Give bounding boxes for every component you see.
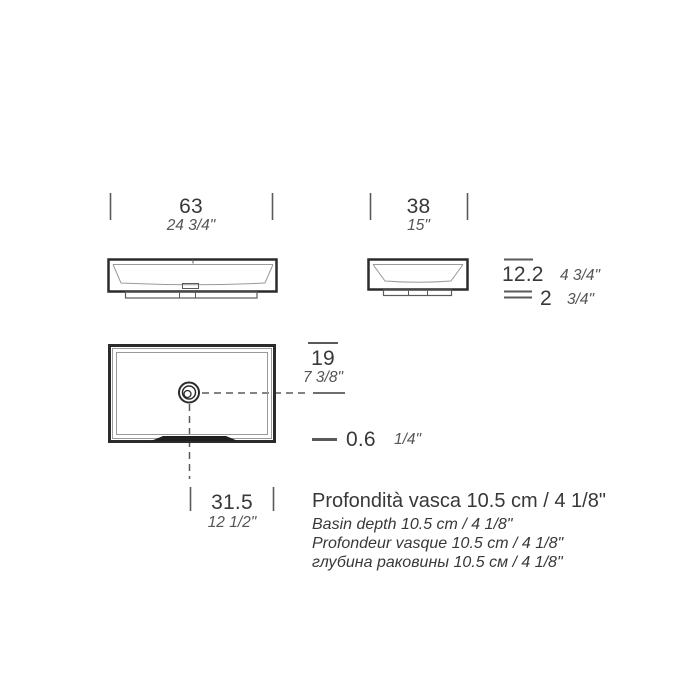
dim-overall-depth-cm: 38 [406, 195, 431, 218]
top-bowl-edge [117, 353, 268, 435]
note-basin-depth-it: Profondità vasca 10.5 cm / 4 1/8" [312, 490, 606, 512]
side-elevation-view [367, 256, 469, 301]
top-outer-rim [110, 346, 275, 442]
dim-rim-thickness-inch: 1/4" [394, 431, 422, 448]
front-base-plate [126, 292, 258, 298]
dim-base-height-inch: 3/4" [567, 291, 595, 308]
dim-overall-width-cm: 63 [179, 195, 203, 218]
dim-drain-to-side-inch: 12 1/2" [207, 514, 257, 531]
front-base-drain-box [180, 292, 196, 298]
note-basin-depth-fr: Profondeur vasque 10.5 cm / 4 1/8" [312, 535, 564, 552]
dim-drain-to-back-cm: 19 [311, 347, 335, 370]
dim-drain-to-side-cm: 31.5 [211, 491, 253, 514]
side-bowl-profile [373, 265, 463, 283]
side-base-drain-box [409, 290, 428, 296]
dim-rim-thickness-cm: 0.6 [346, 428, 376, 451]
top-overflow-shadow [151, 436, 238, 441]
note-basin-depth-en: Basin depth 10.5 cm / 4 1/8" [312, 516, 513, 533]
front-elevation-view [107, 256, 279, 304]
front-bowl-profile [113, 265, 273, 285]
dim-base-height-cm: 2 [540, 287, 552, 310]
dim-drain-to-back-inch: 7 3/8" [303, 369, 343, 386]
top-plan-view [106, 342, 278, 445]
drain-plug-circle [184, 391, 191, 398]
dim-overall-depth-inch: 15" [407, 217, 430, 234]
note-basin-depth-ru: глубина раковины 10.5 см / 4 1/8" [312, 554, 563, 571]
dim-body-height-inch: 4 3/4" [560, 267, 600, 284]
dim-overall-width-inch: 24 3/4" [166, 217, 216, 234]
dim-body-height-cm: 12.2 [502, 263, 544, 286]
top-rim-edge [113, 349, 272, 439]
side-base-plate [384, 290, 452, 296]
